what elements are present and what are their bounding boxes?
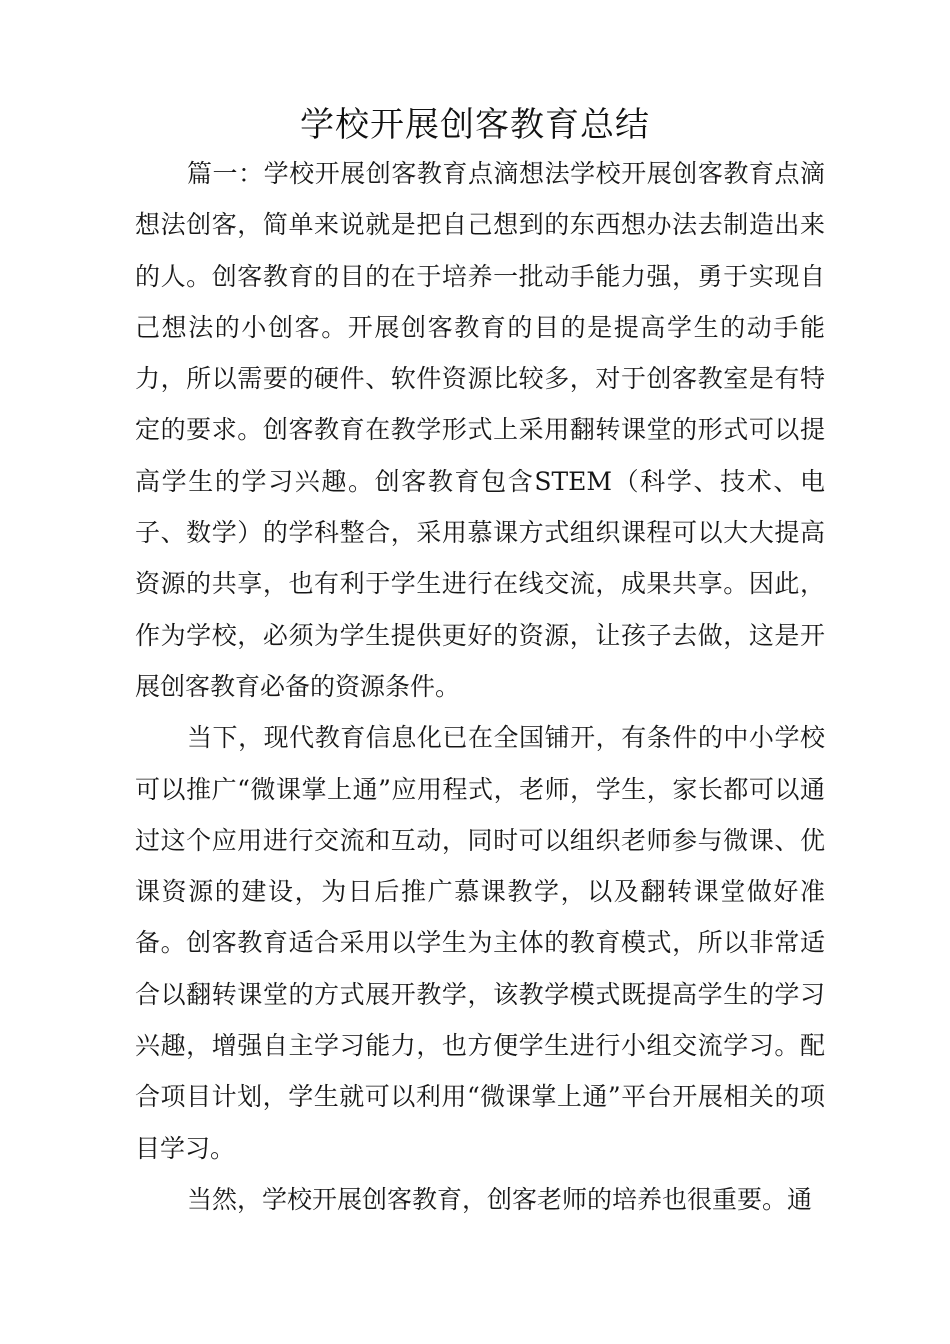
paragraph-2: 当下，现代教育信息化已在全国铺开，有条件的中小学校可以推广“微课掌上通”应用程式，老师，学生，家长都可以通过这个应用进行交流和互动，同时可以组织老师参与微课、优课资源的建设，为日后推广慕课教学，以及翻转课堂做好准备。创客教育适合采用以学生为主体的教育模式，所以非常适合以翻转课堂的方式展开教学，该教学模式既提高学生的学习兴趣，增强自主学习能力，也方便学生进行小组交流学习。配合项目计划，学生就可以利用“微课掌上通”平台开展相关的项目学习。 xyxy=(135,723,825,1163)
document-title: 学校开展创客教育总结 xyxy=(300,105,650,145)
paragraph-1: 篇一：学校开展创客教育点滴想法学校开展创客教育点滴想法创客，简单来说就是把自己想到的东西想办法去制造出来的人。创客教育的目的在于培养一批动手能力强，勇于实现自己想法的小创客。开展创客教育的目的是提高学生的动手能力，所以需要的硬件、软件资源比较多，对于创客教室是有特定的要求。创客教育在教学形式上采用翻转课堂的形式可以提高学生的学习兴趣。创客教育包含STEM（科学、技术、电子、数学）的学科整合，采用慕课方式组织课程可以大大提高资源的共享，也有利于学生进行在线交流，成果共享。因此，作为学校，必须为学生提供更好的资源，让孩子去做，这是开展创客教育必备的资源条件。 xyxy=(135,159,825,701)
document-body xyxy=(135,148,825,1225)
paragraph-3: 当然，学校开展创客教育，创客老师的培养也很重要。通 xyxy=(187,1184,813,1214)
